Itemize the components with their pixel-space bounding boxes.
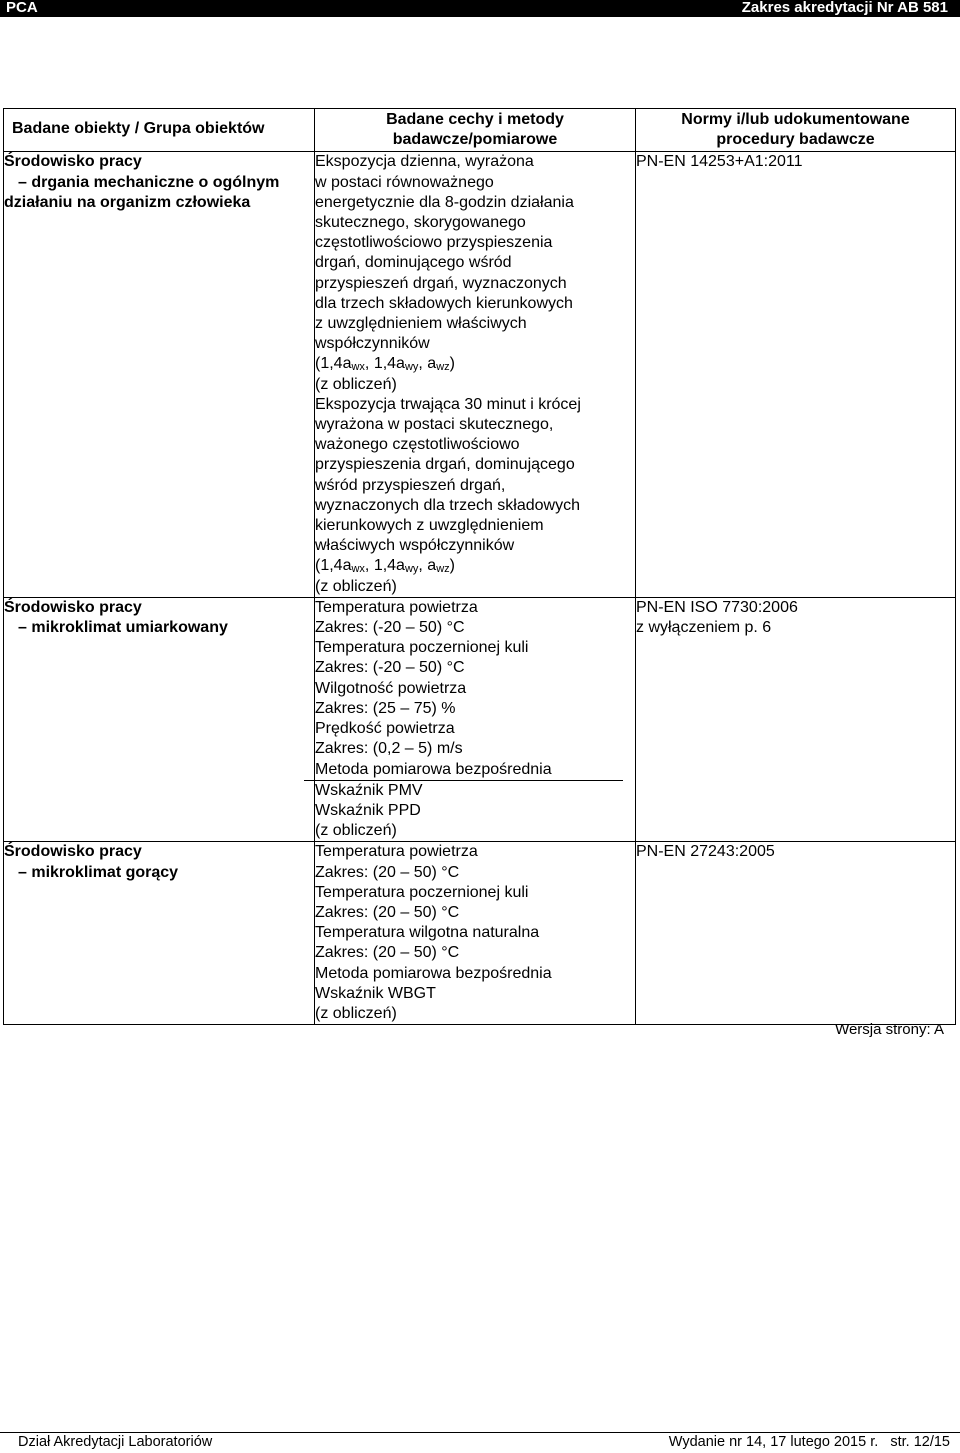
column-header-methods: Badane cechy i metody badawcze/pomiarowe bbox=[315, 109, 636, 152]
indicator-subsection: Wskaźnik PMV Wskaźnik PPD (z obliczeń) bbox=[304, 780, 623, 842]
standard-cell: PN-EN 27243:2005 bbox=[636, 842, 956, 1025]
table-row bbox=[4, 597, 956, 841]
footer-divider bbox=[0, 1432, 960, 1433]
header-title: Zakres akredytacji Nr AB 581 bbox=[741, 0, 948, 16]
table-row bbox=[4, 842, 956, 1025]
methods-cell: Temperatura powietrza Zakres: (-20 – 50) °C Temperatura poczernionej kuli Zakres: (-20 – 50) °C Wilgotność powietrza Zakres: (25 – 75) % Prędkość powietrza Zakres: (0,2 – 5) m/s Metoda pomiarowa bezpośrednia Wskaźnik PMV Wskaźnik PPD (z obliczeń) bbox=[315, 597, 636, 841]
standard-cell: PN-EN ISO 7730:2006 z wyłączeniem p. 6 bbox=[636, 597, 956, 841]
page-header bbox=[0, 0, 960, 17]
table-row bbox=[4, 152, 956, 597]
table-header-row bbox=[4, 109, 956, 152]
standard-cell: PN-EN 14253+A1:2011 bbox=[636, 152, 956, 597]
object-cell: Środowisko pracy – drgania mechaniczne o ogólnym działaniu na organizm człowieka bbox=[4, 152, 315, 597]
coefficients-formula: (1,4awx, 1,4awy, awz) bbox=[315, 355, 455, 374]
object-cell: Środowisko pracy – mikroklimat gorący bbox=[4, 842, 315, 1025]
methods-cell: Ekspozycja dzienna, wyrażona w postaci równoważnego energetycznie dla 8-godzin działania skutecznego, skorygowanego częstotliwościowo przyspieszenia drgań, dominującego wśród przyspieszeń drgań, wyznaczonych dla trzech składowych kierunkowych z uwzględnieniem właściwych współczynników (1,4awx, 1,4awy, awz) (z obliczeń) Ekspozycja trwająca 30 minut i krócej wyrażona w postaci skutecznego, ważonego częstotliwościowo przyspieszenia drgań, dominującego wśród przyspieszeń drgań, wyznaczonych dla trzech składowych kierunkowych z uwzględnieniem właściwych współczynników (1,4awx, 1,4awy, awz) (z obliczeń) bbox=[315, 152, 636, 597]
accreditation-table bbox=[3, 108, 956, 1025]
page-version: Wersja strony: A bbox=[835, 1021, 944, 1038]
footer-edition: Wydanie nr 14, 17 lutego 2015 r. str. 12/15 bbox=[668, 1434, 950, 1450]
column-header-standards: Normy i/lub udokumentowane procedury badawcze bbox=[636, 109, 956, 152]
coefficients-formula-2: (1,4awx, 1,4awy, awz) bbox=[315, 557, 455, 576]
header-org: PCA bbox=[6, 0, 38, 16]
object-cell: Środowisko pracy – mikroklimat umiarkowany bbox=[4, 597, 315, 841]
footer-department: Dział Akredytacji Laboratoriów bbox=[18, 1434, 213, 1450]
column-header-objects: Badane obiekty / Grupa obiektów bbox=[4, 109, 315, 152]
methods-cell: Temperatura powietrza Zakres: (20 – 50) °C Temperatura poczernionej kuli Zakres: (20 – 50) °C Temperatura wilgotna naturalna Zakres: (20 – 50) °C Metoda pomiarowa bezpośrednia Wskaźnik WBGT (z obliczeń) bbox=[315, 842, 636, 1025]
